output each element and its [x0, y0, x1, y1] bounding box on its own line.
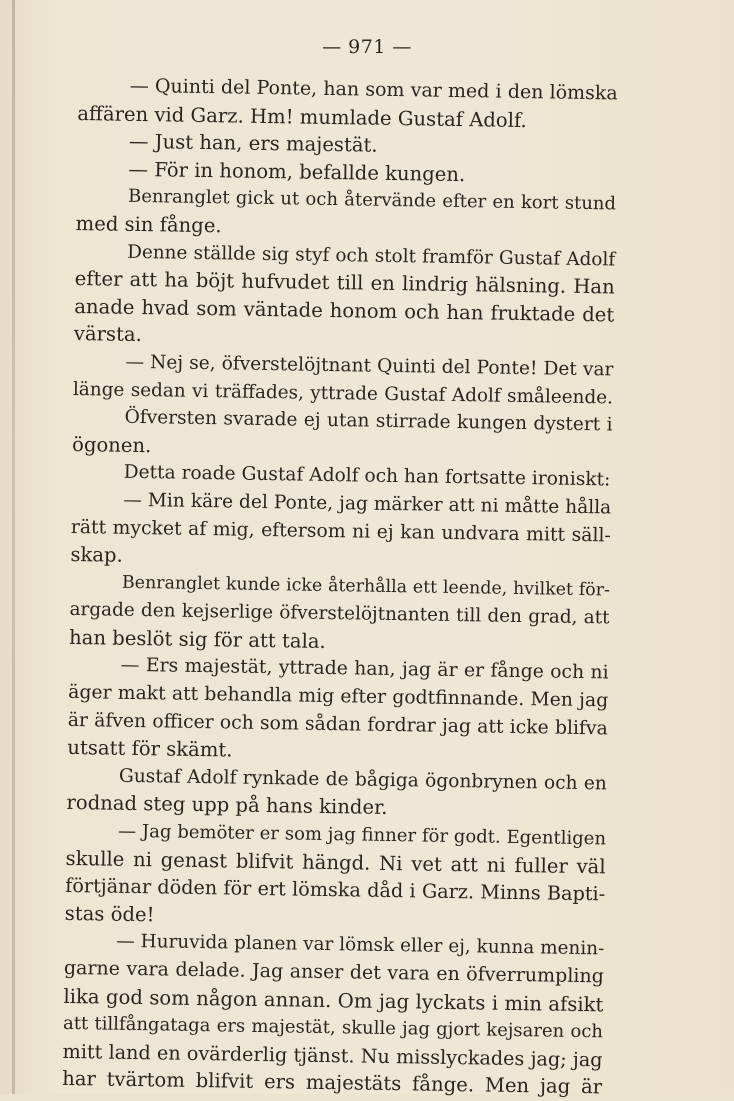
text-line: är äfven officer och som sådan fordrar jag att icke blifva	[67, 709, 608, 740]
text-line: stas öde!	[64, 901, 155, 927]
text-line: utsatt för skämt.	[67, 736, 233, 762]
text-line: garne vara delade. Jag anser det vara en öfverrumpling	[63, 956, 605, 988]
body-text	[62, 72, 618, 1101]
text-line: — Just han, ers majestät.	[128, 129, 378, 157]
text-line: med sin fånge.	[75, 211, 222, 238]
text-line: skap.	[70, 543, 123, 567]
text-line: han beslöt sig för att tala.	[68, 625, 326, 653]
text-line: — Ers majestät, yttrade han, jag är er fånge och ni	[120, 655, 609, 684]
text-line: — Min käre del Ponte, jag märker att ni måtte hålla	[123, 489, 612, 519]
text-line: Benranglet kunde icke återhålla ett leende, hvilket för-	[121, 572, 611, 601]
text-line: Benranglet gick ut och återvände efter en kort stund	[127, 186, 617, 215]
page-number: — 971 —	[322, 36, 412, 58]
text-line: anade hvad som väntade honom och han fruktade det	[74, 294, 615, 327]
text-line: — Nej se, öfverstelöjtnant Quinti del Ponte! Det var	[125, 351, 614, 381]
text-line: att tillfångataga ers majestät, skulle jag gjort kejsaren och	[62, 1013, 604, 1043]
text-line: — Jag bemöter er som jag finner för godt. Egentligen	[117, 820, 607, 850]
text-line: Detta roade Gustaf Adolf och han fortsatte ironiskt:	[123, 462, 611, 491]
text-line: — Huruvida planen var lömsk eller ej, kunna menin-	[116, 931, 605, 960]
text-line: förtjänar döden för ert lömska dåd i Garz. Minns Bapti-	[65, 874, 606, 906]
text-line: argade den kejserlige öfverstelöjtnanten till den grad, att	[69, 599, 610, 629]
text-line: affären vid Garz. Hm! mumlade Gustaf Adolf.	[77, 101, 527, 132]
text-line: efter att ha böjt hufvudet till en lindrig hälsning. Han	[74, 267, 615, 299]
page-spine-edge	[12, 0, 15, 1094]
text-line: Gustaf Adolf rynkade de bågiga ögonbrynen och en	[118, 765, 608, 795]
text-line: har tvärtom blifvit ers majestäts fånge. Men jag är	[62, 1067, 603, 1099]
text-line: — För in honom, befallde kungen.	[128, 157, 466, 186]
text-line: — Quinti del Ponte, han som var med i den lömska	[129, 74, 618, 105]
text-line: lika god som någon annan. Om jag lyckats i min afsikt	[63, 984, 604, 1016]
text-line: länge sedan vi träffades, yttrade Gustaf Adolf småleende.	[72, 378, 614, 408]
text-line: värsta.	[73, 322, 143, 347]
text-line: mitt land en ovärderlig tjänst. Nu misslyckades jag; jag	[62, 1039, 603, 1072]
text-line: äger makt att behandla mig efter godtfinnande. Men jag	[68, 681, 609, 712]
text-line: Denne ställde sig styf och stolt framför Gustaf Adolf	[127, 241, 616, 271]
text-line: rodnad steg upp på hans kinder.	[66, 791, 388, 820]
text-line: rätt mycket af mig, eftersom ni ej kan undvara mitt säll-	[70, 516, 611, 546]
text-line: skulle ni genast blifvit hängd. Ni vet att ni fuller väl	[65, 846, 606, 879]
text-line: Öfversten svarade ej utan stirrade kungen dystert i	[124, 406, 613, 436]
text-line: ögonen.	[71, 432, 152, 457]
